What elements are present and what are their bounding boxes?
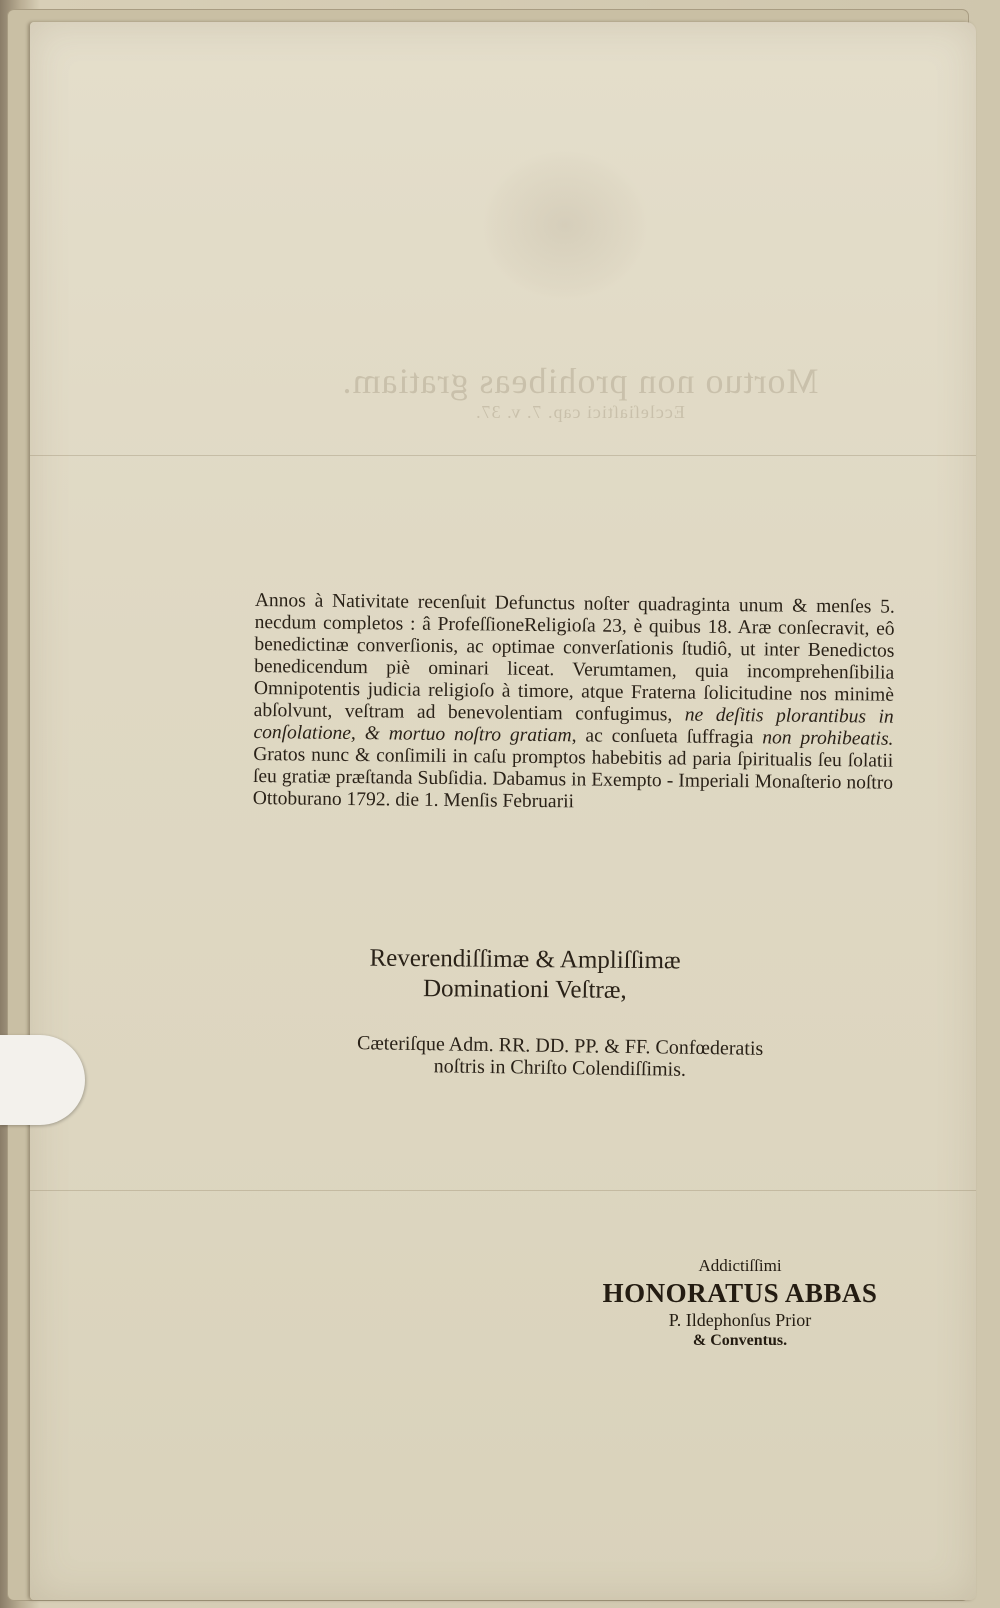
salutation <box>345 943 706 1006</box>
salutation-line1: Reverendiſſimæ & Ampliſſimæ <box>369 944 681 975</box>
signature-convent: & Conventus. <box>692 1332 788 1349</box>
dedication-line2: noſtris in Chriſto Colendiſſimis. <box>433 1055 687 1081</box>
salutation-line2: Dominationi Veſtræ, <box>422 975 627 1004</box>
body-text-3: Gratos nunc & conſimili in caſu promptos habebitis ad paria ſpiritualis ſeu ſolatii ſeu gratiæ præſtanda Subſidia. Dabamus in Exempto - Imperiali Monaſterio noſtro Ottoburano 1792. die 1. Menſis Februarii <box>252 743 894 813</box>
signature-name: HONORATUS ABBAS <box>602 1278 878 1308</box>
bleed-through-text <box>320 360 840 423</box>
signature-block <box>590 1255 890 1351</box>
bleed-through-seal <box>480 150 650 300</box>
signature-closing: Addictiſſimi <box>698 1256 782 1275</box>
body-text-1: Annos à Nativitate recenſuit Defunctus noſter quadraginta unum & menſes 5. necdum completos : â ProfeſſioneReligioſa 23, è quibus 18. Aræ conſecravit, eô benedictinæ converſionis, ac optimae converſationis ſtudiô, ut inter Benedictos benedicendum piè ominari liceat. Verumtamen, quia incomprehenſibilia Omnipotentis judicia religioſo à timore, atque Fraterna ſolicitudine nos minimè abſolvunt, veſtram ad benevolentiam confugimus, <box>253 590 895 726</box>
bleed-through-line2: Eccleſiaſtici cap. 7. v. 37. <box>475 402 685 422</box>
dedication <box>310 1032 811 1083</box>
fold-line <box>30 1190 976 1191</box>
fold-line <box>30 455 976 456</box>
body-text-italic-2: non prohibeatis. <box>762 727 894 750</box>
body-text-2: , ac conſueta ſuffragia <box>571 725 763 749</box>
signature-prior: P. Ildephonſus Prior <box>668 1310 812 1330</box>
bleed-through-line1: Mortuo non prohibeas gratiam. <box>341 361 819 401</box>
dedication-line1: Cæteriſque Adm. RR. DD. PP. & FF. Confœderatis <box>356 1032 764 1060</box>
body-text-italic-1: ne deſitis plorantibus in conſolatione, & mortuo noſtro gratiam <box>253 704 894 747</box>
letter-body <box>253 590 895 817</box>
